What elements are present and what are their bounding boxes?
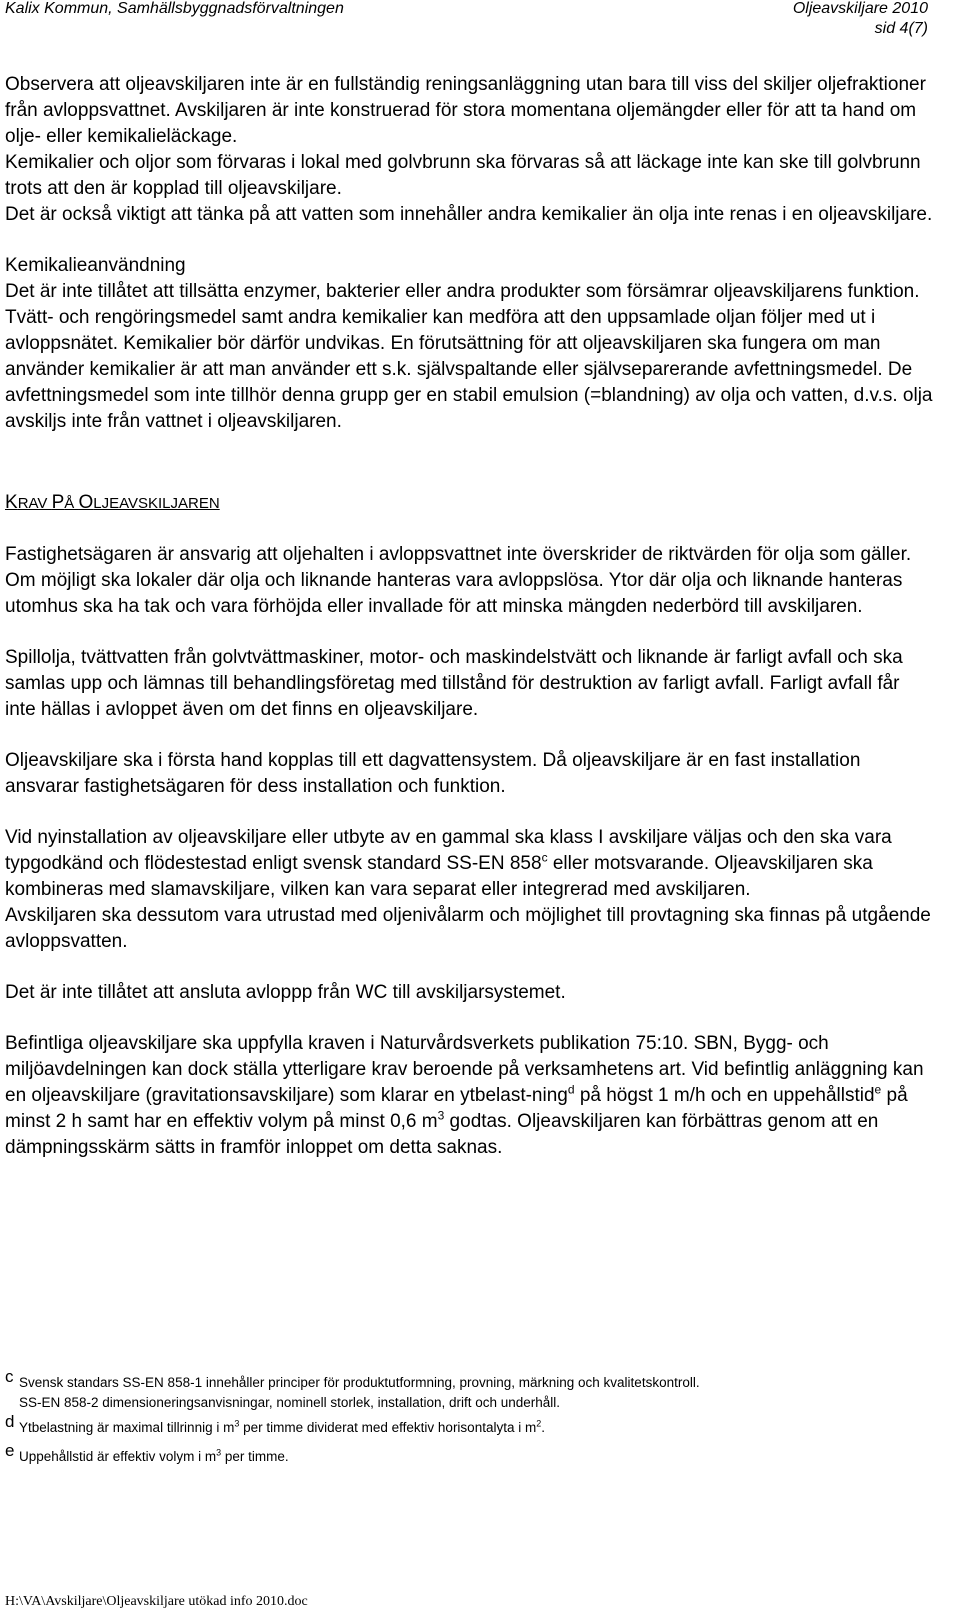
footnote-mark-d: d [5, 1412, 15, 1431]
krav-paragraph-5: Avskiljaren ska dessutom vara utrustad med oljenivålarm och möjlighet till provtagning ska finnas på utgående avloppsvatten. [5, 905, 931, 952]
footnote-c-line-2: SS-EN 858-2 dimensioneringsanvisningar, nominell storlek, installation, drift och underhåll. [19, 1395, 561, 1410]
footnote-ref-d: d [567, 1082, 575, 1097]
krav-paragraph-7: Befintliga oljeavskiljare ska uppfylla kraven i Naturvårdsverkets publikation 75:10. SBN, Bygg- och miljöavdelningen kan dock ställa ytterligare krav beroende på verksamhetens art. Vid befintlig anläggning kan en oljeavskiljare (gravitationsavskiljare) som klarar en ytbelast-ning$^d$ på högst 1 m/h och en uppehållstid$^e$ på minst 2 h samt har en effektiv volym på minst 0,6 $m^3$ godtas. Oljeavskiljaren kan förbättras genom att en dämpningsskärm sätts in framför inloppet om detta saknas. [5, 1033, 924, 1158]
section-heading-krav: KRAV PÅ OLJEAVSKILJAREN [5, 492, 220, 513]
krav-paragraph-4: Vid nyinstallation av oljeavskiljare eller utbyte av en gammal ska klass I avskiljare väljas och den ska vara typgodkänd och flödestestad enligt svensk standard SS-EN 858$^c$ eller motsvarande. Oljeavskiljaren ska kombineras med slamavskiljare, vilken kan vara separat eller integrerad med avskiljaren. [5, 827, 892, 900]
footer-file-path: H:\VA\Avskiljare\Oljeavskiljare utökad info 2010.doc [5, 1594, 308, 1609]
footnote-mark-e: e [5, 1441, 15, 1460]
header-document-title: Oljeavskiljare 2010 [792, 0, 928, 17]
footnote-ref-e: e [874, 1082, 882, 1097]
header-page-number: sid 4(7) [874, 20, 928, 37]
footnote-c-line-1: Svensk standars SS-EN 858-1 innehåller principer för produktutformning, provning, märkning och kvalitetskontroll. [19, 1375, 700, 1390]
krav-paragraph-6: Det är inte tillåtet att ansluta avloppp från WC till avskiljarsystemet. [5, 982, 566, 1003]
section-title-kemikalie: Kemikalieanvändning [5, 255, 186, 276]
footnote-ref-c: c [541, 850, 548, 865]
intro-paragraph-2: Kemikalier och oljor som förvaras i lokal med golvbrunn ska förvaras så att läckage inte kan ske till golvbrunn trots att den är kopplad till oljeavskiljare. [5, 152, 921, 199]
unit-superscript: 3 [437, 1108, 445, 1123]
footnote-mark-c: c [5, 1367, 14, 1386]
intro-paragraph-3: Det är också viktigt att tänka på att vatten som innehåller andra kemikalier än olja inte renas i en oljeavskiljare. [5, 204, 933, 225]
intro-paragraph-1: Observera att oljeavskiljaren inte är en fullständig reningsanläggning utan bara till viss del skiljer oljefraktioner från avloppsvattnet. Avskiljaren är inte konstruerad för stora momentana oljemängder eller för att ta hand om olje- eller kemikalieläckage. [5, 74, 926, 147]
kemikalie-paragraph-1: Det är inte tillåtet att tillsätta enzymer, bakterier eller andra produkter som försämrar oljeavskiljarens funktion. [5, 281, 920, 302]
document-page: Kalix Kommun, Samhällsbyggnadsförvaltningen Oljeavskiljare 2010 sid 4(7) Observera att oljeavskiljaren inte är en fullständig reningsanläggning utan bara till viss del skiljer oljefraktioner från avloppsvattnet. Avskiljaren är inte konstruerad för stora momentana oljemängder eller för att ta hand om olje- eller kemikalieläckage. Kemikalier och oljor som förvaras i lokal med golvbrunn ska förvaras så att läckage inte kan ske till golvbrunn trots att den är kopplad till oljeavskiljare. Det är också viktigt att tänka på att vatten som innehåller andra kemikalier än olja inte renas i en oljeavskiljare. Kemikalieanvändning Det är inte tillåtet att tillsätta enzymer, bakterier eller andra produkter som försämrar oljeavskiljarens funktion. Tvätt- och rengöringsmedel samt andra kemikalier kan medföra att den uppsamlade oljan följer med ut i avloppsnätet. Kemikalier bör därför undvikas. En förutsättning för att oljeavskiljaren ska fungera om man använder kemikalier är att man använder ett s.k. självspaltande eller självseparerande avfettningsmedel. De avfettningsmedel som inte tillhör denna grupp ger en stabil emulsion (=blandning) av olja och vatten, d.v.s. olja avskiljs inte från vattnet i oljeavskiljaren. KRAV PÅ OLJEAVSKILJAREN Fastighetsägaren är ansvarig att oljehalten i avloppsvattnet inte överskrider de riktvärden för olja som gäller. Om möjligt ska lokaler där olja och liknande hanteras vara avloppslösa. Ytor där olja och liknande hanteras utomhus ska ha tak och vara förhöjda eller invallade för att minska mängden nederbörd till avskiljaren. Spillolja, tvättvatten från golvtvättmaskiner, motor- och maskindelstvätt och liknande är farligt avfall och ska samlas upp och lämnas till behandlingsföretag med tillstånd för destruktion av farligt avfall. Farligt avfall får inte hällas i avloppet även om det finns en oljeavskiljare. Oljeavskiljare ska i första hand kopplas till ett dagvattensystem. Då oljeavskiljare är en fast installation ansvarar fastighetsägaren för dess installation och funktion. Vid nyinstallation av oljeavskiljare eller utbyte av en gammal ska klass I avskiljare väljas och den ska vara typgodkänd och flödestestad enligt svensk standard SS-EN 858$^c$ eller motsvarande. Oljeavskiljaren ska kombineras med slamavskiljare, vilken kan vara separat eller integrerad med avskiljaren. Avskiljaren ska dessutom vara utrustad med oljenivålarm och möjlighet till provtagning ska finnas på utgående avloppsvatten. Det är inte tillåtet att ansluta avloppp från WC till avskiljarsystemet. Befintliga oljeavskiljare ska uppfylla kraven i Naturvårdsverkets publikation 75:10. SBN, Bygg- och miljöavdelningen kan dock ställa ytterligare krav beroende på verksamhetens art. Vid befintlig anläggning kan en oljeavskiljare (gravitationsavskiljare) som klarar en ytbelast-ning$^d$ på högst 1 m/h och en uppehållstid$^e$ på minst 2 h samt har en effektiv volym på minst 0,6 $m^3$ godtas. Oljeavskiljaren kan förbättras genom att en dämpningsskärm sätts in framför inloppet om detta saknas. c Svensk standars SS-EN 858-1 innehåller principer för produktutformning, provning, märkning och kvalitetskontroll. SS-EN 858-2 dimensioneringsanvisningar, nominell storlek, installation, drift och underhåll. d Ytbelastning är maximal tillrinnig i $m^3$ per timme dividerat med effektiv horisontalyta i $m^2$. e Uppehållstid är effektiv volym i $m^3$ per timme. H:\VA\Avskiljare\Oljeavskiljare utökad info 2010.doc [0, 0, 960, 1617]
body-content [5, 72, 935, 1161]
header-organization: Kalix Kommun, Samhällsbyggnadsförvaltningen [5, 0, 344, 17]
kemikalie-paragraph-2: Tvätt- och rengöringsmedel samt andra kemikalier kan medföra att den uppsamlade oljan följer med ut i avloppsnätet. Kemikalier bör därför undvikas. En förutsättning för att oljeavskiljaren ska fungera om man använder kemikalier är att man använder ett s.k. självspaltande eller självseparerande avfettningsmedel. De avfettningsmedel som inte tillhör denna grupp ger en stabil emulsion (=blandning) av olja och vatten, d.v.s. olja avskiljs inte från vattnet i oljeavskiljaren. [5, 307, 933, 432]
krav-paragraph-3: Oljeavskiljare ska i första hand kopplas till ett dagvattensystem. Då oljeavskiljare är en fast installation ansvarar fastighetsägaren för dess installation och funktion. [5, 750, 861, 797]
krav-paragraph-2: Spillolja, tvättvatten från golvtvättmaskiner, motor- och maskindelstvätt och liknande är farligt avfall och ska samlas upp och lämnas till behandlingsföretag med tillstånd för destruktion av farligt avfall. Farligt avfall får inte hällas i avloppet även om det finns en oljeavskiljare. [5, 647, 903, 720]
krav-paragraph-1: Fastighetsägaren är ansvarig att oljehalten i avloppsvattnet inte överskrider de riktvärden för olja som gäller. Om möjligt ska lokaler där olja och liknande hanteras vara avloppslösa. Ytor där olja och liknande hanteras utomhus ska ha tak och vara förhöjda eller invallade för att minska mängden nederbörd till avskiljaren. [5, 544, 912, 617]
